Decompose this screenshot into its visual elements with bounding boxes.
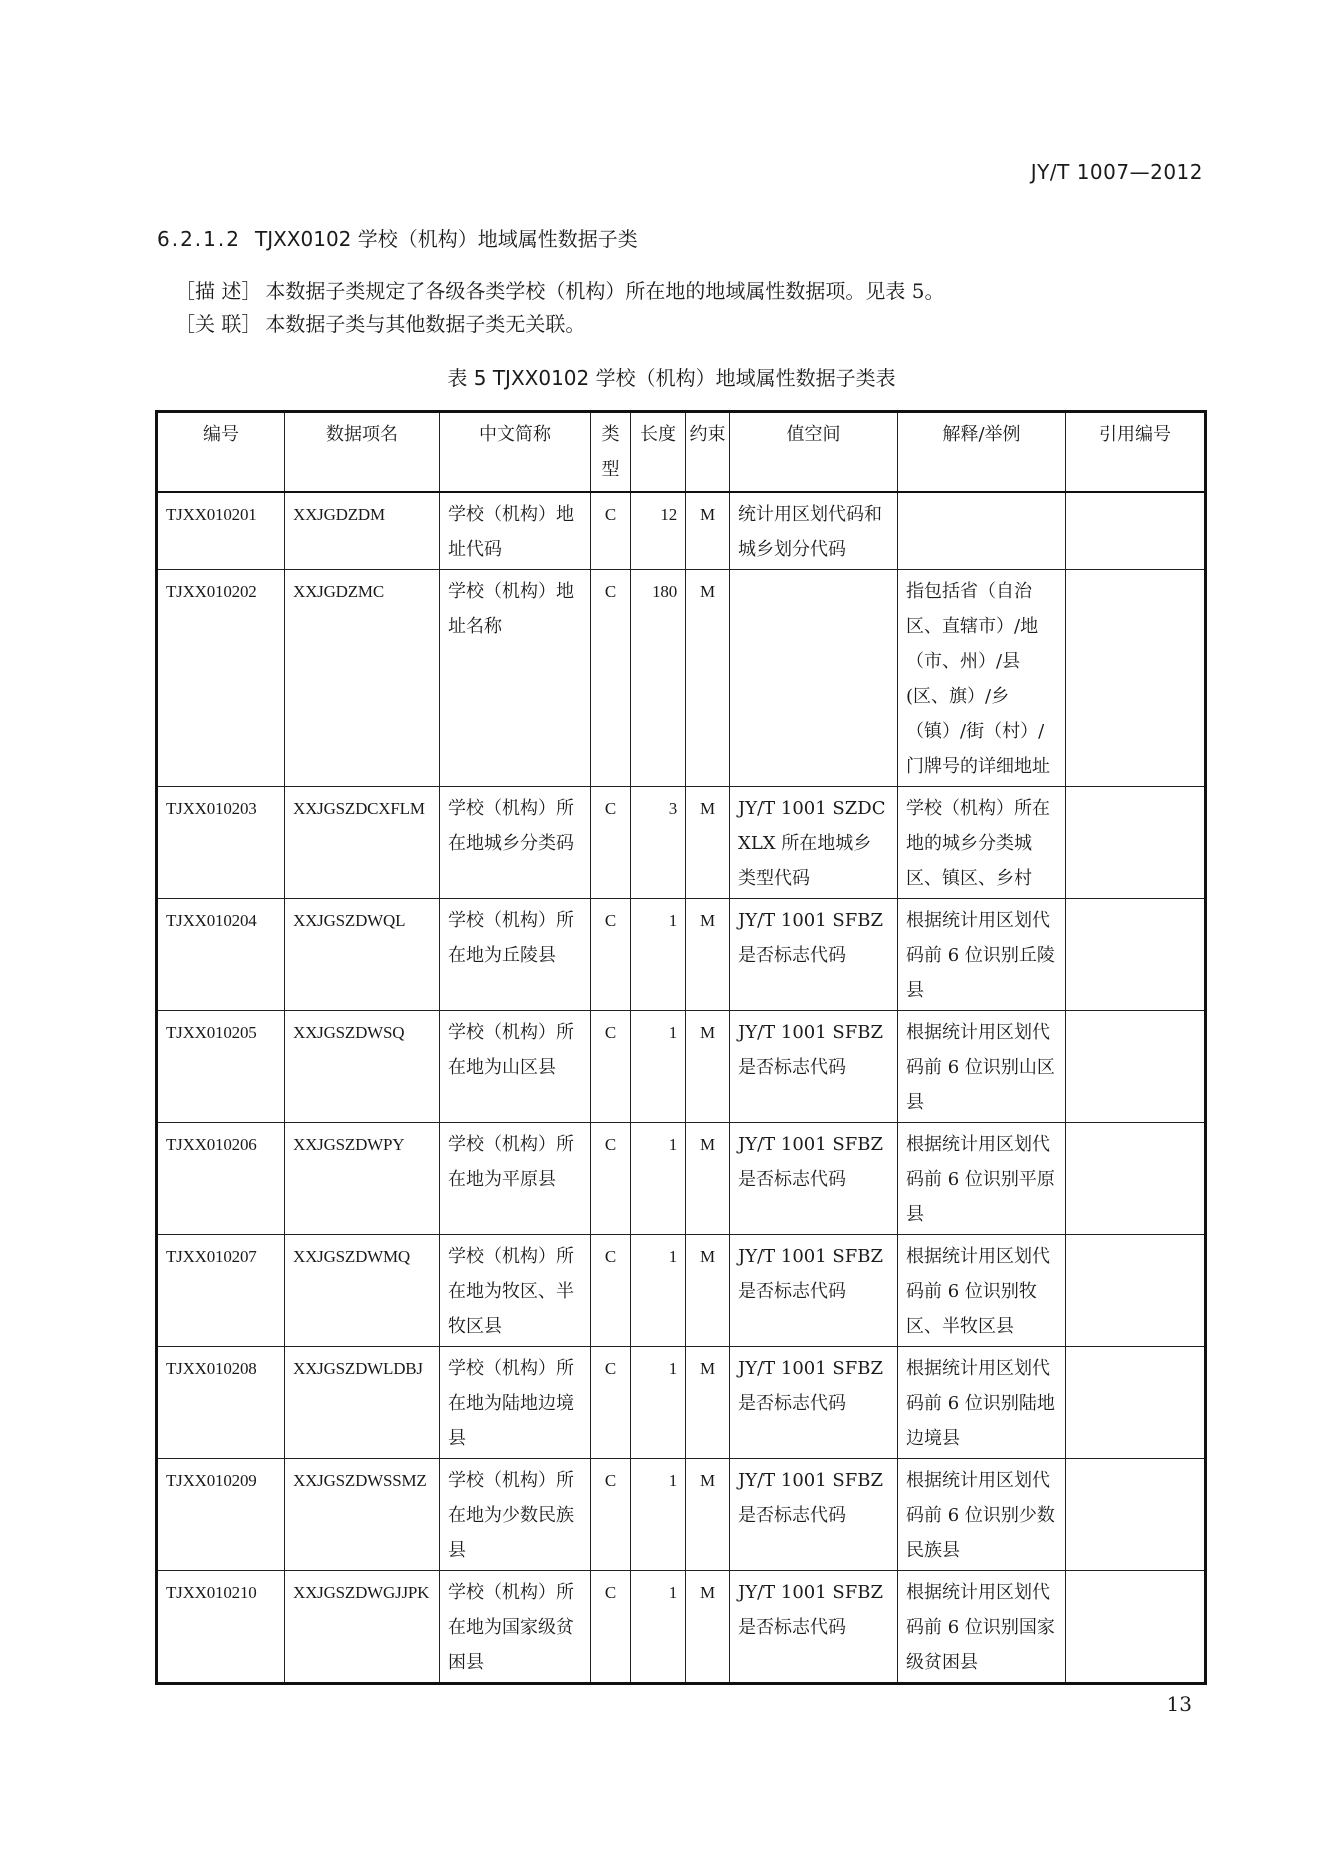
cell-name: XXJGSZDWLDBJ [285, 1347, 440, 1459]
cell-length: 180 [631, 570, 686, 787]
cell-value-space [730, 570, 898, 787]
cell-constraint: M [686, 787, 730, 899]
cell-explanation: 根据统计用区划代码前 6 位识别陆地边境县 [898, 1347, 1066, 1459]
cell-reference [1066, 1011, 1206, 1123]
cell-reference [1066, 787, 1206, 899]
cell-reference [1066, 899, 1206, 1011]
cell-constraint: M [686, 1347, 730, 1459]
cell-reference [1066, 570, 1206, 787]
cell-name: XXJGSZDWMQ [285, 1235, 440, 1347]
table-row [157, 492, 1206, 570]
cell-length: 1 [631, 1571, 686, 1684]
cell-length: 1 [631, 1011, 686, 1123]
cell-constraint: M [686, 1571, 730, 1684]
cell-type: C [591, 1459, 631, 1571]
cell-reference [1066, 1459, 1206, 1571]
page-number: 13 [1166, 1692, 1192, 1716]
section-heading [157, 223, 638, 252]
cell-type: C [591, 787, 631, 899]
cell-name: XXJGDZMC [285, 570, 440, 787]
table-row [157, 899, 1206, 1011]
cell-chinese-name: 学校（机构）所在地为陆地边境县 [440, 1347, 591, 1459]
paragraph-text: 本数据子类与其他数据子类无关联。 [265, 312, 586, 336]
cell-chinese-name: 学校（机构）所在地为山区县 [440, 1011, 591, 1123]
cell-explanation: 根据统计用区划代码前 6 位识别少数民族县 [898, 1459, 1066, 1571]
cell-value-space: JY/T 1001 SFBZ 是否标志代码 [730, 1571, 898, 1684]
cell-constraint: M [686, 899, 730, 1011]
cell-value-space: JY/T 1001 SFBZ 是否标志代码 [730, 1459, 898, 1571]
cell-value-space: 统计用区划代码和城乡划分代码 [730, 492, 898, 570]
cell-reference [1066, 1571, 1206, 1684]
cell-explanation: 根据统计用区划代码前 6 位识别山区县 [898, 1011, 1066, 1123]
cell-explanation: 根据统计用区划代码前 6 位识别丘陵县 [898, 899, 1066, 1011]
cell-value-space: JY/T 1001 SFBZ 是否标志代码 [730, 1347, 898, 1459]
column-header-constraint: 约束 [686, 412, 730, 493]
table-row [157, 1459, 1206, 1571]
cell-name: XXJGSZDWQL [285, 899, 440, 1011]
cell-name: XXJGSZDCXFLM [285, 787, 440, 899]
cell-type: C [591, 1571, 631, 1684]
column-header-explanation: 解释/举例 [898, 412, 1066, 493]
cell-name: XXJGSZDWSSMZ [285, 1459, 440, 1571]
cell-name: XXJGSZDWPY [285, 1123, 440, 1235]
cell-chinese-name: 学校（机构）所在地为平原县 [440, 1123, 591, 1235]
cell-value-space: JY/T 1001 SFBZ 是否标志代码 [730, 1235, 898, 1347]
cell-explanation: 根据统计用区划代码前 6 位识别国家级贫困县 [898, 1571, 1066, 1684]
cell-explanation: 根据统计用区划代码前 6 位识别平原县 [898, 1123, 1066, 1235]
cell-type: C [591, 899, 631, 1011]
cell-chinese-name: 学校（机构）所在地为丘陵县 [440, 899, 591, 1011]
cell-explanation [898, 492, 1066, 570]
paragraph-tag: ［关 联］ [175, 312, 262, 336]
paragraph-tag: ［描 述］ [175, 279, 262, 303]
cell-length: 1 [631, 1459, 686, 1571]
paragraph-text: 本数据子类规定了各级各类学校（机构）所在地的地域属性数据项。见表 5。 [265, 279, 945, 303]
cell-chinese-name: 学校（机构）所在地为少数民族县 [440, 1459, 591, 1571]
cell-constraint: M [686, 570, 730, 787]
cell-id: TJXX010206 [157, 1123, 285, 1235]
table-row [157, 1011, 1206, 1123]
cell-value-space: JY/T 1001 SFBZ 是否标志代码 [730, 899, 898, 1011]
table-row [157, 787, 1206, 899]
cell-chinese-name: 学校（机构）地址名称 [440, 570, 591, 787]
table-row [157, 570, 1206, 787]
cell-name: XXJGSZDWGJJPK [285, 1571, 440, 1684]
column-header-name: 数据项名 [285, 412, 440, 493]
cell-length: 12 [631, 492, 686, 570]
column-header-value-space: 值空间 [730, 412, 898, 493]
cell-id: TJXX010207 [157, 1235, 285, 1347]
cell-chinese-name: 学校（机构）所在地为牧区、半牧区县 [440, 1235, 591, 1347]
section-number: 6.2.1.2 [157, 227, 241, 251]
cell-constraint: M [686, 492, 730, 570]
cell-explanation: 学校（机构）所在地的城乡分类城区、镇区、乡村 [898, 787, 1066, 899]
cell-id: TJXX010208 [157, 1347, 285, 1459]
cell-length: 1 [631, 1123, 686, 1235]
table-row [157, 1347, 1206, 1459]
column-header-length: 长度 [631, 412, 686, 493]
column-header-id: 编号 [157, 412, 285, 493]
cell-reference [1066, 492, 1206, 570]
cell-reference [1066, 1123, 1206, 1235]
cell-type: C [591, 570, 631, 787]
cell-length: 1 [631, 1235, 686, 1347]
column-header-chinese-name: 中文简称 [440, 412, 591, 493]
cell-value-space: JY/T 1001 SFBZ 是否标志代码 [730, 1123, 898, 1235]
table-row [157, 1571, 1206, 1684]
cell-id: TJXX010204 [157, 899, 285, 1011]
cell-id: TJXX010202 [157, 570, 285, 787]
cell-constraint: M [686, 1011, 730, 1123]
table-header-row [157, 412, 1206, 493]
cell-chinese-name: 学校（机构）地址代码 [440, 492, 591, 570]
cell-name: XXJGDZDM [285, 492, 440, 570]
cell-type: C [591, 492, 631, 570]
cell-id: TJXX010210 [157, 1571, 285, 1684]
cell-constraint: M [686, 1459, 730, 1571]
table-caption: 表 5 TJXX0102 学校（机构）地域属性数据子类表 [447, 366, 896, 390]
cell-reference [1066, 1347, 1206, 1459]
cell-length: 1 [631, 1347, 686, 1459]
data-table [155, 410, 1207, 1685]
description-paragraph [175, 275, 944, 304]
cell-chinese-name: 学校（机构）所在地为国家级贫困县 [440, 1571, 591, 1684]
cell-value-space: JY/T 1001 SZDCXLX 所在地城乡类型代码 [730, 787, 898, 899]
column-header-reference: 引用编号 [1066, 412, 1206, 493]
cell-value-space: JY/T 1001 SFBZ 是否标志代码 [730, 1011, 898, 1123]
cell-name: XXJGSZDWSQ [285, 1011, 440, 1123]
relation-paragraph [175, 308, 585, 337]
table-row [157, 1123, 1206, 1235]
cell-chinese-name: 学校（机构）所在地城乡分类码 [440, 787, 591, 899]
section-title: TJXX0102 学校（机构）地域属性数据子类 [254, 227, 638, 251]
cell-id: TJXX010201 [157, 492, 285, 570]
cell-id: TJXX010209 [157, 1459, 285, 1571]
table-row [157, 1235, 1206, 1347]
cell-id: TJXX010203 [157, 787, 285, 899]
standard-code: JY/T 1007—2012 [1030, 160, 1203, 184]
cell-type: C [591, 1347, 631, 1459]
cell-length: 3 [631, 787, 686, 899]
cell-reference [1066, 1235, 1206, 1347]
cell-type: C [591, 1011, 631, 1123]
cell-length: 1 [631, 899, 686, 1011]
cell-constraint: M [686, 1123, 730, 1235]
cell-type: C [591, 1235, 631, 1347]
cell-type: C [591, 1123, 631, 1235]
cell-explanation: 根据统计用区划代码前 6 位识别牧区、半牧区县 [898, 1235, 1066, 1347]
cell-explanation: 指包括省（自治区、直辖市）/地（市、州）/县(区、旗）/乡（镇）/街（村）/门牌号的详细地址 [898, 570, 1066, 787]
column-header-type: 类型 [591, 412, 631, 493]
cell-constraint: M [686, 1235, 730, 1347]
cell-id: TJXX010205 [157, 1011, 285, 1123]
